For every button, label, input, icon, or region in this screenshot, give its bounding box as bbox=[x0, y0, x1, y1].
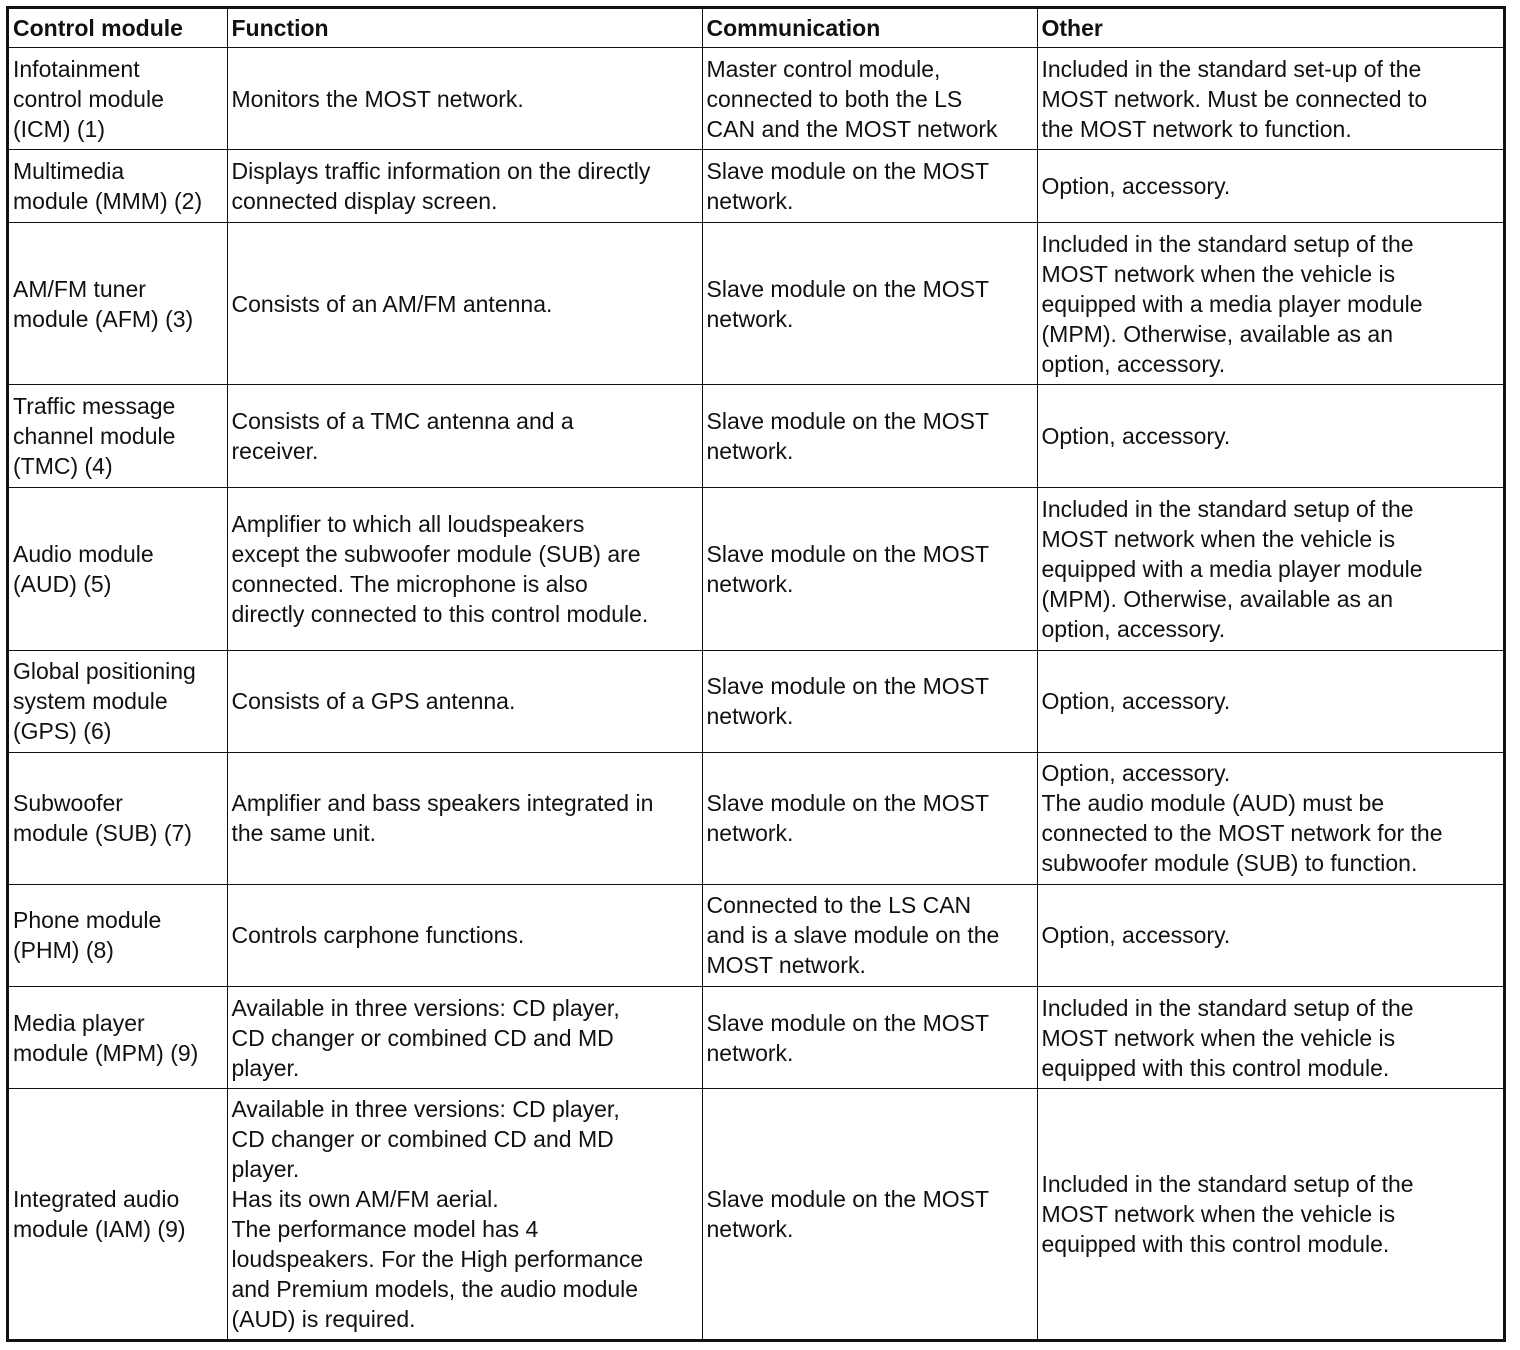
table-row bbox=[9, 1089, 1503, 1339]
table-row bbox=[9, 987, 1503, 1089]
cell-communication: Slave module on the MOST network. bbox=[702, 650, 1037, 752]
cell-function: Available in three versions: CD player, CD changer or combined CD and MD player. Has its own AM/FM aerial. The performance model has 4 loudspeakers. For the High performance and Premium models, the audio module (AUD) is required. bbox=[227, 1089, 702, 1339]
table-row bbox=[9, 223, 1503, 385]
cell-communication: Slave module on the MOST network. bbox=[702, 150, 1037, 223]
cell-other: Option, accessory. The audio module (AUD) must be connected to the MOST network for the subwoofer module (SUB) to function. bbox=[1037, 752, 1503, 884]
table-row bbox=[9, 752, 1503, 884]
table-row bbox=[9, 150, 1503, 223]
table-row bbox=[9, 884, 1503, 986]
cell-control-module: Phone module (PHM) (8) bbox=[9, 884, 227, 986]
cell-function: Amplifier to which all loudspeakers except the subwoofer module (SUB) are connected. The microphone is also directly connected to this control module. bbox=[227, 488, 702, 650]
cell-communication: Slave module on the MOST network. bbox=[702, 223, 1037, 385]
cell-other: Included in the standard setup of the MOST network when the vehicle is equipped with this control module. bbox=[1037, 1089, 1503, 1339]
table-row bbox=[9, 48, 1503, 150]
table-row bbox=[9, 488, 1503, 650]
cell-other: Included in the standard set-up of the MOST network. Must be connected to the MOST network to function. bbox=[1037, 48, 1503, 150]
cell-communication: Connected to the LS CAN and is a slave module on the MOST network. bbox=[702, 884, 1037, 986]
cell-function: Displays traffic information on the directly connected display screen. bbox=[227, 150, 702, 223]
header-communication: Communication bbox=[702, 9, 1037, 48]
cell-function: Controls carphone functions. bbox=[227, 884, 702, 986]
cell-other: Included in the standard setup of the MOST network when the vehicle is equipped with this control module. bbox=[1037, 987, 1503, 1089]
control-module-table bbox=[9, 9, 1503, 1339]
header-function: Function bbox=[227, 9, 702, 48]
cell-control-module: Media player module (MPM) (9) bbox=[9, 987, 227, 1089]
cell-communication: Slave module on the MOST network. bbox=[702, 385, 1037, 488]
cell-control-module: Subwoofer module (SUB) (7) bbox=[9, 752, 227, 884]
cell-other: Option, accessory. bbox=[1037, 650, 1503, 752]
cell-communication: Slave module on the MOST network. bbox=[702, 987, 1037, 1089]
cell-control-module: Traffic message channel module (TMC) (4) bbox=[9, 385, 227, 488]
cell-communication: Slave module on the MOST network. bbox=[702, 488, 1037, 650]
cell-function: Monitors the MOST network. bbox=[227, 48, 702, 150]
table-row bbox=[9, 650, 1503, 752]
cell-control-module: Integrated audio module (IAM) (9) bbox=[9, 1089, 227, 1339]
cell-function: Amplifier and bass speakers integrated in the same unit. bbox=[227, 752, 702, 884]
module-table-frame bbox=[6, 6, 1506, 1342]
cell-control-module: Multimedia module (MMM) (2) bbox=[9, 150, 227, 223]
table-row bbox=[9, 385, 1503, 488]
cell-other: Included in the standard setup of the MOST network when the vehicle is equipped with a media player module (MPM). Otherwise, available as an option, accessory. bbox=[1037, 223, 1503, 385]
table-header-row bbox=[9, 9, 1503, 48]
cell-control-module: Global positioning system module (GPS) (6) bbox=[9, 650, 227, 752]
header-control-module: Control module bbox=[9, 9, 227, 48]
cell-communication: Master control module, connected to both the LS CAN and the MOST network bbox=[702, 48, 1037, 150]
cell-other: Option, accessory. bbox=[1037, 884, 1503, 986]
cell-communication: Slave module on the MOST network. bbox=[702, 752, 1037, 884]
cell-other: Option, accessory. bbox=[1037, 150, 1503, 223]
cell-control-module: Audio module (AUD) (5) bbox=[9, 488, 227, 650]
cell-function: Consists of an AM/FM antenna. bbox=[227, 223, 702, 385]
cell-control-module: AM/FM tuner module (AFM) (3) bbox=[9, 223, 227, 385]
cell-other: Included in the standard setup of the MOST network when the vehicle is equipped with a media player module (MPM). Otherwise, available as an option, accessory. bbox=[1037, 488, 1503, 650]
header-other: Other bbox=[1037, 9, 1503, 48]
cell-function: Consists of a GPS antenna. bbox=[227, 650, 702, 752]
cell-control-module: Infotainment control module (ICM) (1) bbox=[9, 48, 227, 150]
cell-communication: Slave module on the MOST network. bbox=[702, 1089, 1037, 1339]
cell-other: Option, accessory. bbox=[1037, 385, 1503, 488]
cell-function: Available in three versions: CD player, CD changer or combined CD and MD player. bbox=[227, 987, 702, 1089]
cell-function: Consists of a TMC antenna and a receiver. bbox=[227, 385, 702, 488]
